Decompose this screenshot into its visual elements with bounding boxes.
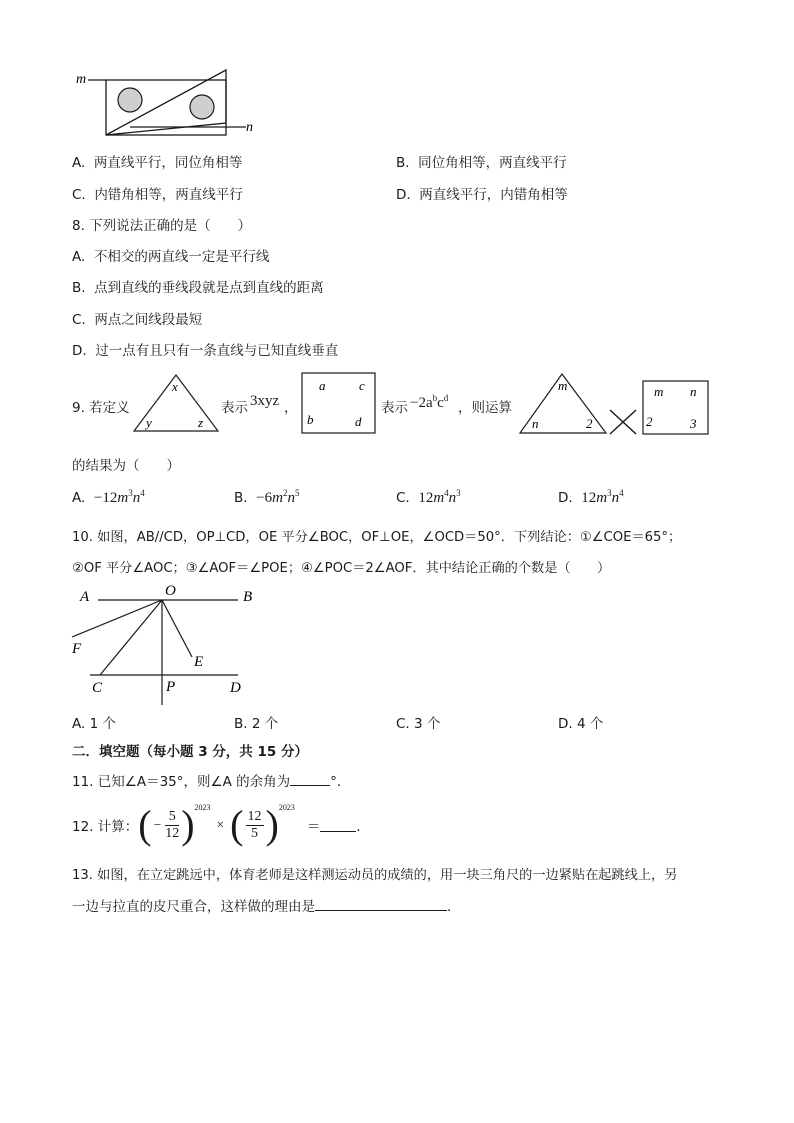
option-letter: D.: [72, 343, 87, 359]
option-letter: B.: [234, 490, 248, 506]
option-letter: D.: [558, 490, 573, 506]
exp1: 4: [444, 488, 449, 498]
label-o: O: [165, 583, 176, 599]
section-title: 二．填空题（每小题 3 分，共 15 分）: [72, 744, 308, 760]
expr2-exp2: d: [443, 393, 449, 403]
q13-end: ．: [447, 899, 461, 915]
option-letter: D.: [396, 187, 411, 203]
q12-fraction-2: [246, 809, 264, 842]
base1: m: [117, 490, 129, 506]
q9-option-d[interactable]: [558, 488, 624, 507]
q9-option-b[interactable]: [234, 488, 299, 507]
q10-line1: 10. 如图，AB//CD，OP⊥CD，OE 平分∠BOC，OF⊥OE，∠OCD＝50°．下列结论：①∠COE＝65°；: [72, 530, 682, 545]
frac2-den: 5: [251, 825, 258, 841]
q10-option-c[interactable]: C. 3 个: [396, 716, 441, 732]
option-letter: C.: [396, 490, 410, 506]
base2: n: [448, 490, 457, 506]
frac1-den: 12: [165, 825, 180, 841]
option-text: 同位角相等，两直线平行: [418, 155, 567, 171]
q9-option-c[interactable]: [396, 488, 461, 507]
option-letter: C.: [72, 187, 86, 203]
q8-option-a[interactable]: [72, 245, 269, 265]
q10-figure: [70, 580, 260, 708]
q9-means1: 表示: [221, 400, 248, 416]
q9-prefix: 9. 若定义: [72, 400, 130, 416]
option-letter: C.: [72, 312, 86, 328]
q8-option-b[interactable]: [72, 276, 324, 296]
label-d: D: [230, 680, 241, 696]
coef: 12: [418, 490, 434, 506]
q7-figure: [70, 65, 270, 140]
exp2: 5: [294, 488, 300, 498]
tri-val-top: m: [558, 378, 568, 393]
expr2-base2: c: [437, 395, 444, 411]
right-paren-icon: ): [265, 802, 279, 847]
exp1: 2: [282, 488, 288, 498]
q12: [72, 801, 370, 849]
option-text: 两直线平行，同位角相等: [93, 155, 243, 171]
q9-triangle-def: [132, 373, 220, 433]
q10-line2: ②OF 平分∠AOC；③∠AOF＝∠POE；④∠POC＝2∠AOF．其中结论正确的个数是（ ）: [72, 561, 611, 576]
label-a: A: [80, 589, 90, 605]
q9-result-text: 的结果为（ ）: [72, 458, 180, 474]
label-b: B: [243, 589, 253, 605]
left-paren-icon: (: [230, 802, 244, 847]
frac1-num: 5: [165, 809, 179, 826]
option-text: 两直线平行，内错角相等: [419, 187, 568, 203]
rect-val-c: n: [690, 384, 697, 399]
option-letter: A.: [72, 155, 86, 171]
exp2: 3: [456, 488, 461, 498]
q11: [72, 770, 350, 790]
q12-exp2: 2023: [278, 803, 295, 812]
q7-option-d[interactable]: [396, 183, 568, 203]
expr2-base: −2a: [410, 395, 433, 411]
option-letter: B.: [72, 280, 86, 296]
q11-answer-blank[interactable]: [290, 773, 330, 786]
q13-answer-blank[interactable]: [315, 898, 447, 911]
q13-line2: [72, 895, 461, 915]
q9-rect-val: [642, 380, 710, 436]
rect-label-d: d: [355, 414, 362, 429]
q12-end: ．: [356, 819, 370, 835]
rect-val-b: 2: [646, 414, 653, 429]
option-text: 点到直线的垂线段就是点到直线的距离: [94, 280, 324, 296]
rect-val-d: 3: [690, 416, 697, 431]
q9-then: ，则运算: [458, 400, 512, 416]
base1: m: [433, 490, 445, 506]
label-p: P: [166, 679, 176, 695]
exp2: 4: [619, 488, 624, 498]
line-oe: [162, 600, 192, 657]
exp1: 3: [607, 488, 612, 498]
q7-label-m: m: [76, 72, 87, 87]
q12-fraction-1: [165, 809, 179, 842]
q10-option-d[interactable]: D. 4 个: [558, 716, 604, 732]
q9-expr1: 3xyz: [250, 393, 280, 409]
base1: m: [272, 490, 283, 506]
q9-rect-def: [301, 372, 377, 434]
q7-label-n: n: [246, 120, 253, 135]
base2: n: [132, 490, 141, 506]
q12-prefix: 12. 计算：: [72, 819, 139, 835]
option-letter: B.: [396, 155, 410, 171]
base1: m: [596, 490, 608, 506]
exp1: 3: [128, 488, 133, 498]
q7-option-c[interactable]: [72, 183, 243, 203]
rect-val-a: m: [654, 384, 664, 399]
option-text: 不相交的两直线一定是平行线: [93, 249, 270, 265]
line-oc: [100, 600, 162, 675]
q9-means2: 表示: [381, 400, 408, 416]
base2: n: [287, 490, 295, 506]
base2: n: [611, 490, 620, 506]
option-letter: A.: [72, 490, 86, 506]
q10-option-b[interactable]: B. 2 个: [234, 716, 279, 732]
left-paren-icon: (: [138, 802, 152, 847]
q8-option-d[interactable]: [72, 339, 338, 359]
q12-exp1: 2023: [194, 803, 211, 812]
q11-text: 11. 已知∠A＝35°，则∠A 的余角为: [72, 774, 291, 790]
q7-option-a[interactable]: [72, 151, 242, 171]
rect-label-c: c: [359, 378, 365, 393]
q9-triangle-val: [518, 372, 608, 435]
q13-line2-text: 一边与拉直的皮尺重合，这样做的理由是: [72, 899, 315, 915]
tri-label-right: z: [198, 415, 204, 430]
option-text: 过一点有且只有一条直线与已知直线垂直: [95, 343, 339, 359]
tri-val-left: n: [532, 416, 539, 431]
q10-option-a[interactable]: A. 1 个: [72, 716, 116, 732]
option-text: 内错角相等，两直线平行: [94, 187, 243, 203]
q11-suffix: °．: [330, 774, 351, 790]
tri-label-left: y: [146, 415, 152, 430]
line-of: [72, 600, 162, 637]
q12-answer-blank[interactable]: [320, 819, 356, 832]
q12-eq: ＝: [306, 819, 321, 835]
q12-minus: −: [153, 817, 162, 832]
right-paren-icon: ): [181, 802, 195, 847]
label-c: C: [92, 680, 103, 696]
q9-comma: ，: [284, 400, 298, 416]
expr2-exp1: b: [432, 393, 438, 403]
label-f: F: [72, 641, 82, 657]
rect-label-a: a: [319, 378, 326, 393]
tri-val-right: 2: [586, 416, 593, 431]
coef: −12: [93, 490, 118, 506]
coef: 12: [581, 490, 597, 506]
coef: −6: [256, 490, 273, 506]
q8-option-c[interactable]: [72, 308, 202, 328]
q8-stem: 8. 下列说法正确的是（ ）: [72, 218, 252, 234]
q12-times: ×: [216, 817, 225, 832]
q9-expr2: [410, 393, 448, 412]
frac2-num: 12: [247, 808, 262, 824]
tri-label-top: x: [172, 379, 178, 394]
exp2: 4: [140, 488, 145, 498]
multiply-cross-icon: [608, 408, 638, 436]
label-e: E: [194, 654, 204, 670]
option-text: 两点之间线段最短: [94, 312, 203, 328]
option-letter: A.: [72, 249, 86, 265]
q7-option-b[interactable]: [396, 151, 567, 171]
q9-option-a[interactable]: [72, 488, 145, 507]
q13-line1: 13. 如图，在立定跳远中，体育老师是这样测运动员的成绩的，用一块三角尺的一边紧贴在起跳线上，另: [72, 868, 678, 883]
rect-label-b: b: [307, 412, 314, 427]
